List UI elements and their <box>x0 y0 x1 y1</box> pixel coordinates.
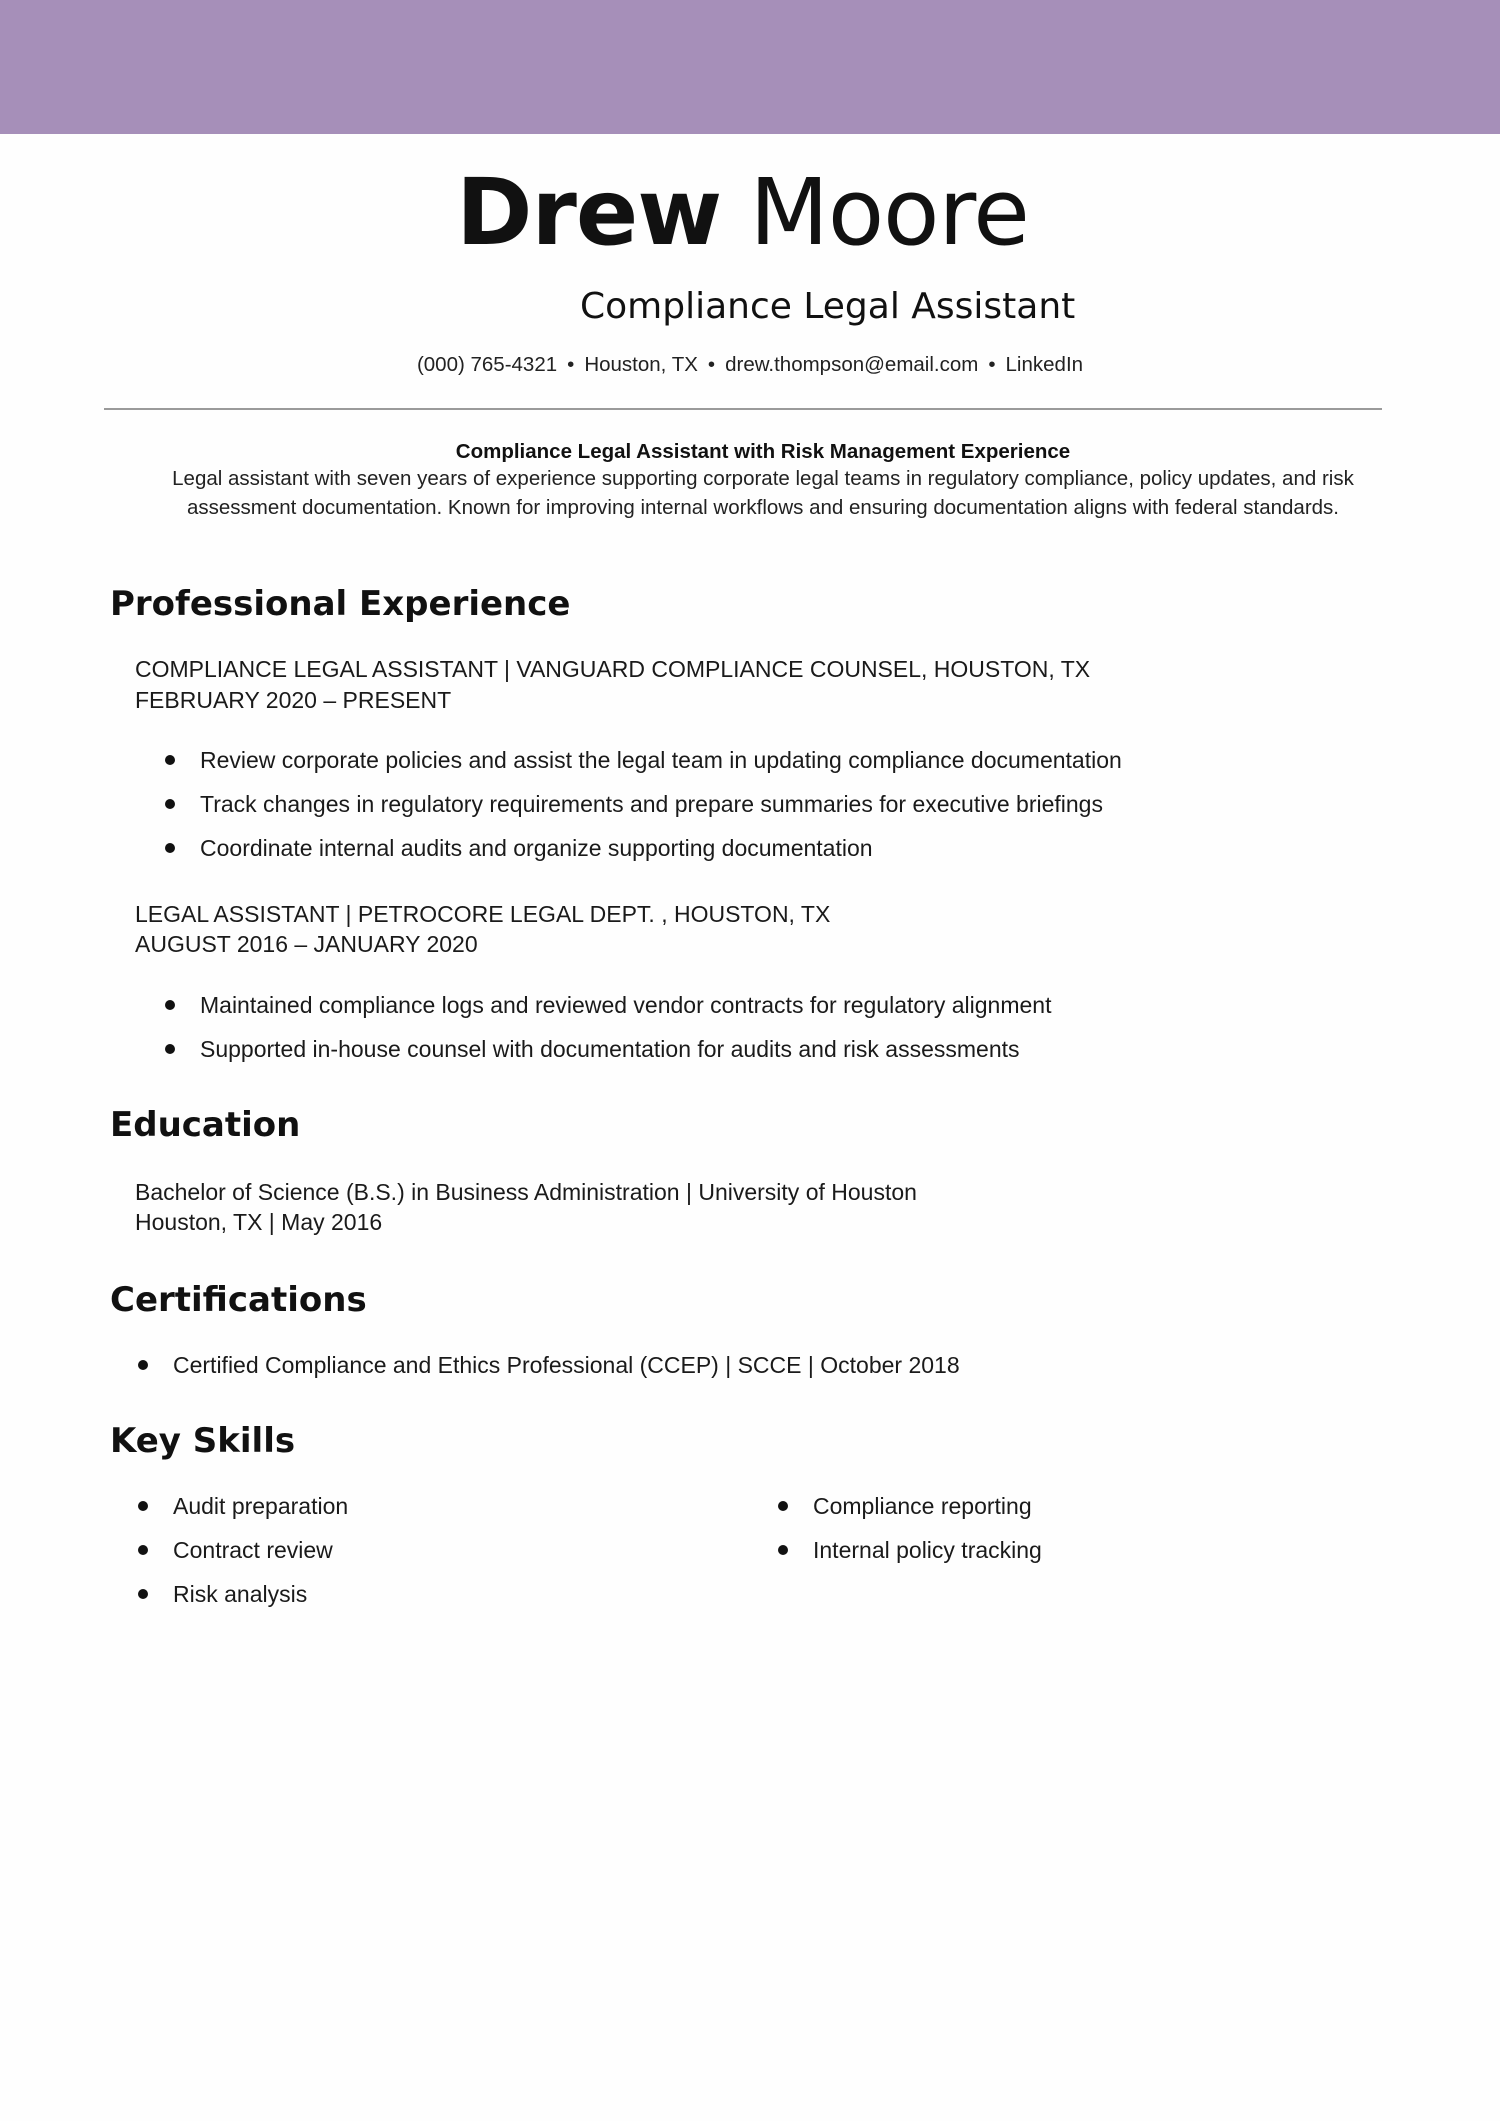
candidate-name <box>0 158 1485 268</box>
list-item: Compliance reporting <box>813 1484 1042 1528</box>
list-item: Track changes in regulatory requirements and prepare summaries for executive briefings <box>200 782 1122 826</box>
skills-list-left <box>173 1484 348 1616</box>
job-bullet-list <box>200 983 1051 1071</box>
certifications-heading: Certifications <box>110 1280 367 1320</box>
header-color-band <box>0 0 1500 134</box>
job-title: Compliance Legal Assistant <box>580 286 1076 327</box>
contact-email[interactable]: drew.thompson@email.com <box>725 353 979 376</box>
skills-heading: Key Skills <box>110 1421 296 1461</box>
list-item: Audit preparation <box>173 1484 348 1528</box>
list-item: Certified Compliance and Ethics Professional (CCEP) | SCCE | October 2018 <box>173 1343 960 1387</box>
job-title-line: LEGAL ASSISTANT | PETROCORE LEGAL DEPT. , HOUSTON, TX <box>135 901 831 927</box>
contact-location: Houston, TX <box>584 353 698 376</box>
job-dates: AUGUST 2016 – JANUARY 2020 <box>135 931 478 957</box>
education-degree: Bachelor of Science (B.S.) in Business Administration | University of Houston <box>135 1179 917 1205</box>
last-name: Moore <box>749 159 1029 266</box>
education-heading: Education <box>110 1105 301 1145</box>
contact-separator: • <box>707 353 716 376</box>
skills-list-right <box>813 1484 1042 1572</box>
experience-heading: Professional Experience <box>110 584 571 624</box>
contact-phone: (000) 765-4321 <box>416 353 558 376</box>
list-item: Review corporate policies and assist the legal team in updating compliance documentation <box>200 738 1122 782</box>
contact-line <box>0 350 1500 380</box>
summary-title: Compliance Legal Assistant with Risk Management Experience <box>455 440 1071 463</box>
first-name: Drew <box>456 159 722 266</box>
list-item: Internal policy tracking <box>813 1528 1042 1572</box>
list-item: Supported in-house counsel with documentation for audits and risk assessments <box>200 1027 1051 1071</box>
job-title-line: COMPLIANCE LEGAL ASSISTANT | VANGUARD COMPLIANCE COUNSEL, HOUSTON, TX <box>135 656 1091 682</box>
education-location: Houston, TX | May 2016 <box>135 1209 383 1235</box>
list-item: Risk analysis <box>173 1572 348 1616</box>
list-item: Contract review <box>173 1528 348 1572</box>
job-bullet-list <box>200 738 1122 870</box>
list-item: Maintained compliance logs and reviewed vendor contracts for regulatory alignment <box>200 983 1051 1027</box>
header-divider <box>104 408 1382 410</box>
list-item: Coordinate internal audits and organize supporting documentation <box>200 826 1122 870</box>
summary-text: Legal assistant with seven years of experience supporting corporate legal teams in regulatory compliance, policy updates, and risk assessment documentation. Known for improving internal workflows and ensuring documentation aligns with federal standards. <box>172 467 1354 519</box>
contact-separator: • <box>988 353 996 376</box>
contact-linkedin[interactable]: LinkedIn <box>1005 353 1084 376</box>
certification-list <box>173 1343 960 1387</box>
contact-separator: • <box>567 353 575 376</box>
job-dates: FEBRUARY 2020 – PRESENT <box>135 687 452 713</box>
